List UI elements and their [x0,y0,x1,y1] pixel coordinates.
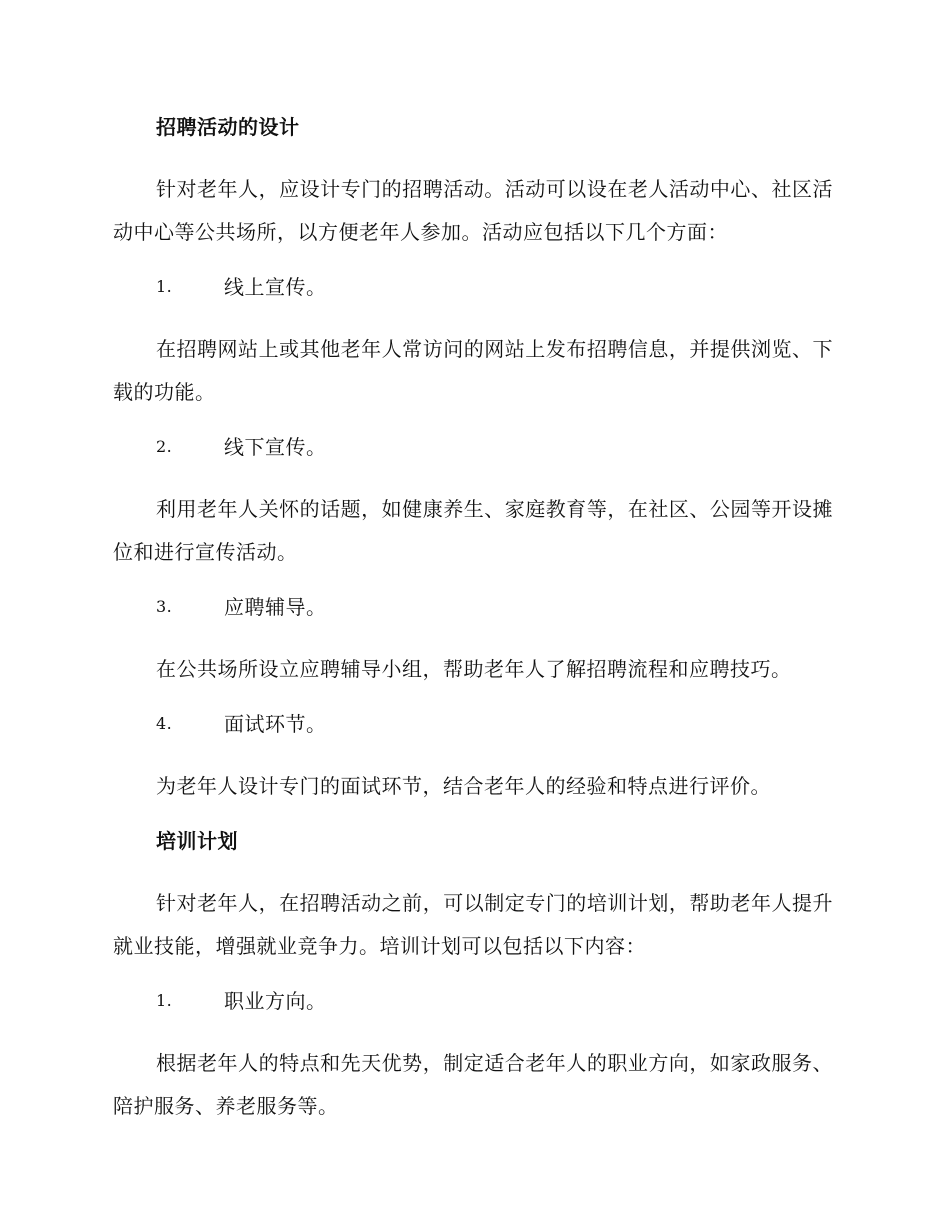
list-number: 3. [156,597,173,616]
list-item-application-guidance [113,590,833,624]
list-body: 为老年人设计专门的面试环节，结合老年人的经验和特点进行评价。 [156,774,771,798]
list-item-career-direction [113,984,833,1018]
list-body: 在公共场所设立应聘辅导小组，帮助老年人了解招聘流程和应聘技巧。 [156,657,792,681]
section-recruitment-design [113,110,833,808]
list-number: 4. [156,714,173,733]
list-title: 线下宣传。 [224,435,327,459]
list-title: 面试环节。 [224,712,327,736]
list-number: 2. [156,437,173,456]
section-heading: 培训计划 [156,829,238,853]
section-training-plan [113,824,833,1128]
list-item-offline-promo [113,430,833,464]
list-body: 根据老年人的特点和先天优势，制定适合老年人的职业方向，如家政服务、陪护服务、养老服务等。 [113,1051,833,1118]
list-title: 应聘辅导。 [224,595,327,619]
list-title: 线上宣传。 [224,275,327,299]
list-body: 利用老年人关怀的话题，如健康养生、家庭教育等，在社区、公园等开设摊位和进行宣传活动。 [113,497,833,564]
list-number: 1. [156,991,173,1010]
list-item-interview [113,707,833,741]
list-body: 在招聘网站上或其他老年人常访问的网站上发布招聘信息，并提供浏览、下载的功能。 [113,337,833,404]
section-intro: 针对老年人，在招聘活动之前，可以制定专门的培训计划，帮助老年人提升就业技能，增强就业竞争力。培训计划可以包括以下内容： [113,891,833,958]
list-title: 职业方向。 [224,989,327,1013]
list-number: 1. [156,277,173,296]
section-intro: 针对老年人，应设计专门的招聘活动。活动可以设在老人活动中心、社区活动中心等公共场所，以方便老年人参加。活动应包括以下几个方面： [113,177,833,244]
list-item-online-promo [113,270,833,304]
document-body [113,110,833,1144]
section-heading: 招聘活动的设计 [156,115,300,139]
